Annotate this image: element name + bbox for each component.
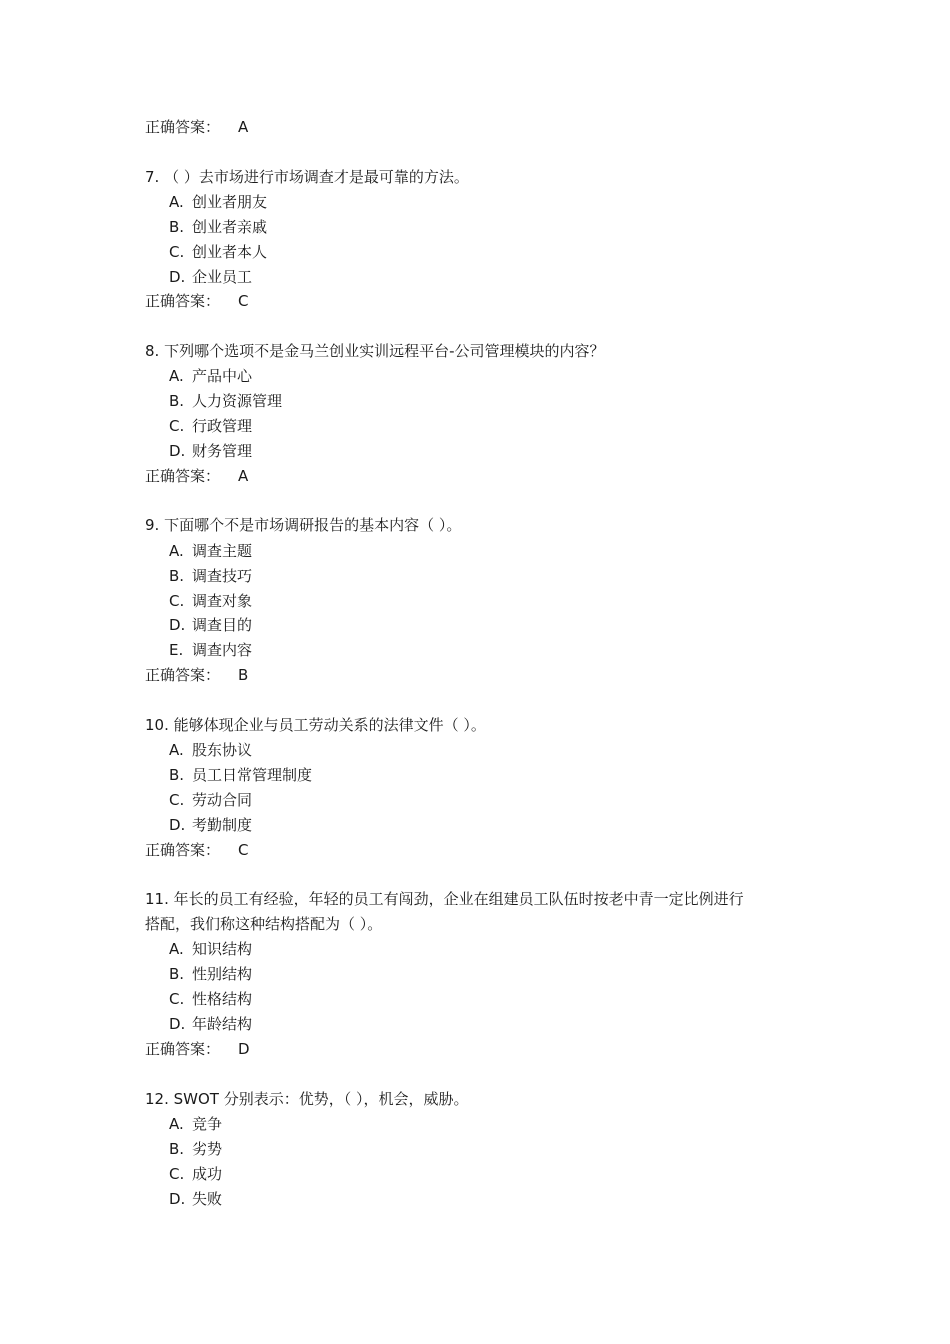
- option-text: 员工日常管理制度: [192, 766, 313, 784]
- option-text: 劣势: [192, 1140, 223, 1158]
- question-text: 搭配，我们称这种结构搭配为（ ）。: [145, 915, 383, 933]
- answer-line: [145, 465, 248, 487]
- option: [169, 614, 252, 636]
- answer-label: 正确答案：: [145, 1040, 221, 1058]
- option: [169, 590, 252, 612]
- option: [169, 540, 252, 562]
- option-text: 人力资源管理: [192, 392, 283, 410]
- option-letter: B.: [169, 567, 185, 585]
- option-text: 调查主题: [192, 542, 253, 560]
- option-letter: C.: [169, 1165, 185, 1183]
- option-letter: A.: [169, 542, 184, 560]
- option-text: 劳动合同: [192, 791, 253, 809]
- option: [169, 764, 312, 786]
- option: [169, 814, 252, 836]
- option-letter: B.: [169, 218, 185, 236]
- question-11: [145, 888, 744, 910]
- option: [169, 390, 282, 412]
- option-text: 产品中心: [192, 367, 253, 385]
- answer-value: C: [238, 292, 249, 310]
- answer-line-prev: [145, 116, 248, 138]
- option-letter: C.: [169, 417, 185, 435]
- question-text: 能够体现企业与员工劳动关系的法律文件（ ）。: [173, 716, 486, 734]
- option-text: 性别结构: [192, 965, 253, 983]
- question-text: 年长的员工有经验，年轻的员工有闯劲，企业在组建员工队伍时按老中青一定比例进行: [173, 890, 744, 908]
- answer-value: B: [238, 666, 249, 684]
- option: [169, 988, 252, 1010]
- option-letter: A.: [169, 741, 184, 759]
- question-text: （ ）去市场进行市场调查才是最可靠的方法。: [164, 168, 469, 186]
- option: [169, 1188, 222, 1210]
- question-number: 9.: [145, 516, 160, 534]
- option: [169, 216, 267, 238]
- option: [169, 1138, 222, 1160]
- option-letter: A.: [169, 940, 184, 958]
- question-12: [145, 1088, 469, 1110]
- option-letter: E.: [169, 641, 184, 659]
- option-letter: C.: [169, 592, 185, 610]
- answer-line: [145, 839, 249, 861]
- answer-value: A: [238, 467, 249, 485]
- option-text: 考勤制度: [192, 816, 253, 834]
- answer-line: [145, 664, 248, 686]
- option-letter: C.: [169, 791, 185, 809]
- option-letter: D.: [169, 1190, 186, 1208]
- answer-label: 正确答案：: [145, 666, 221, 684]
- question-7: [145, 166, 469, 188]
- question-text: 下列哪个选项不是金马兰创业实训远程平台-公司管理模块的内容？: [164, 342, 605, 360]
- question-10: [145, 714, 486, 736]
- option-text: 调查对象: [192, 592, 253, 610]
- answer-label: 正确答案：: [145, 292, 221, 310]
- option-letter: D.: [169, 816, 186, 834]
- option-letter: D.: [169, 616, 186, 634]
- answer-label: 正确答案：: [145, 467, 221, 485]
- option-text: 股东协议: [192, 741, 253, 759]
- option-letter: B.: [169, 1140, 185, 1158]
- option: [169, 1113, 222, 1135]
- option-letter: B.: [169, 392, 185, 410]
- option: [169, 565, 252, 587]
- option-text: 创业者朋友: [192, 193, 268, 211]
- option: [169, 415, 252, 437]
- option-text: 创业者亲戚: [192, 218, 268, 236]
- option-text: 企业员工: [192, 268, 253, 286]
- option: [169, 963, 252, 985]
- option-text: 成功: [192, 1165, 223, 1183]
- question-number: 10.: [145, 716, 169, 734]
- option: [169, 241, 267, 263]
- option: [169, 191, 267, 213]
- answer-value: D: [238, 1040, 250, 1058]
- option-text: 调查内容: [192, 641, 253, 659]
- option-letter: D.: [169, 1015, 186, 1033]
- question-number: 8.: [145, 342, 160, 360]
- option: [169, 440, 252, 462]
- option: [169, 938, 252, 960]
- question-11-continued: [145, 913, 382, 935]
- answer-value: C: [238, 841, 249, 859]
- option: [169, 1013, 252, 1035]
- question-number: 7.: [145, 168, 160, 186]
- question-8: [145, 340, 605, 362]
- option: [169, 789, 252, 811]
- option-letter: A.: [169, 367, 184, 385]
- option-text: 调查技巧: [192, 567, 253, 585]
- option-text: 财务管理: [192, 442, 253, 460]
- option-letter: A.: [169, 193, 184, 211]
- option-text: 失败: [192, 1190, 223, 1208]
- option-text: 竞争: [192, 1115, 223, 1133]
- option-letter: C.: [169, 990, 185, 1008]
- option: [169, 365, 252, 387]
- option-text: 行政管理: [192, 417, 253, 435]
- option-letter: D.: [169, 442, 186, 460]
- option-letter: C.: [169, 243, 185, 261]
- option-letter: D.: [169, 268, 186, 286]
- option-text: 调查目的: [192, 616, 253, 634]
- answer-label: 正确答案：: [145, 118, 221, 136]
- answer-value: A: [238, 118, 249, 136]
- option: [169, 1163, 222, 1185]
- option: [169, 739, 252, 761]
- answer-line: [145, 290, 249, 312]
- option-text: 性格结构: [192, 990, 253, 1008]
- question-number: 12.: [145, 1090, 169, 1108]
- option: [169, 266, 252, 288]
- question-text: SWOT 分别表示：优势，（ ），机会，威胁。: [173, 1090, 469, 1108]
- answer-label: 正确答案：: [145, 841, 221, 859]
- option-letter: A.: [169, 1115, 184, 1133]
- question-9: [145, 514, 461, 536]
- question-number: 11.: [145, 890, 169, 908]
- option-letter: B.: [169, 965, 185, 983]
- option-text: 创业者本人: [192, 243, 268, 261]
- question-text: 下面哪个不是市场调研报告的基本内容（ ）。: [164, 516, 462, 534]
- option: [169, 639, 252, 661]
- option-letter: B.: [169, 766, 185, 784]
- answer-line: [145, 1038, 250, 1060]
- option-text: 知识结构: [192, 940, 253, 958]
- option-text: 年龄结构: [192, 1015, 253, 1033]
